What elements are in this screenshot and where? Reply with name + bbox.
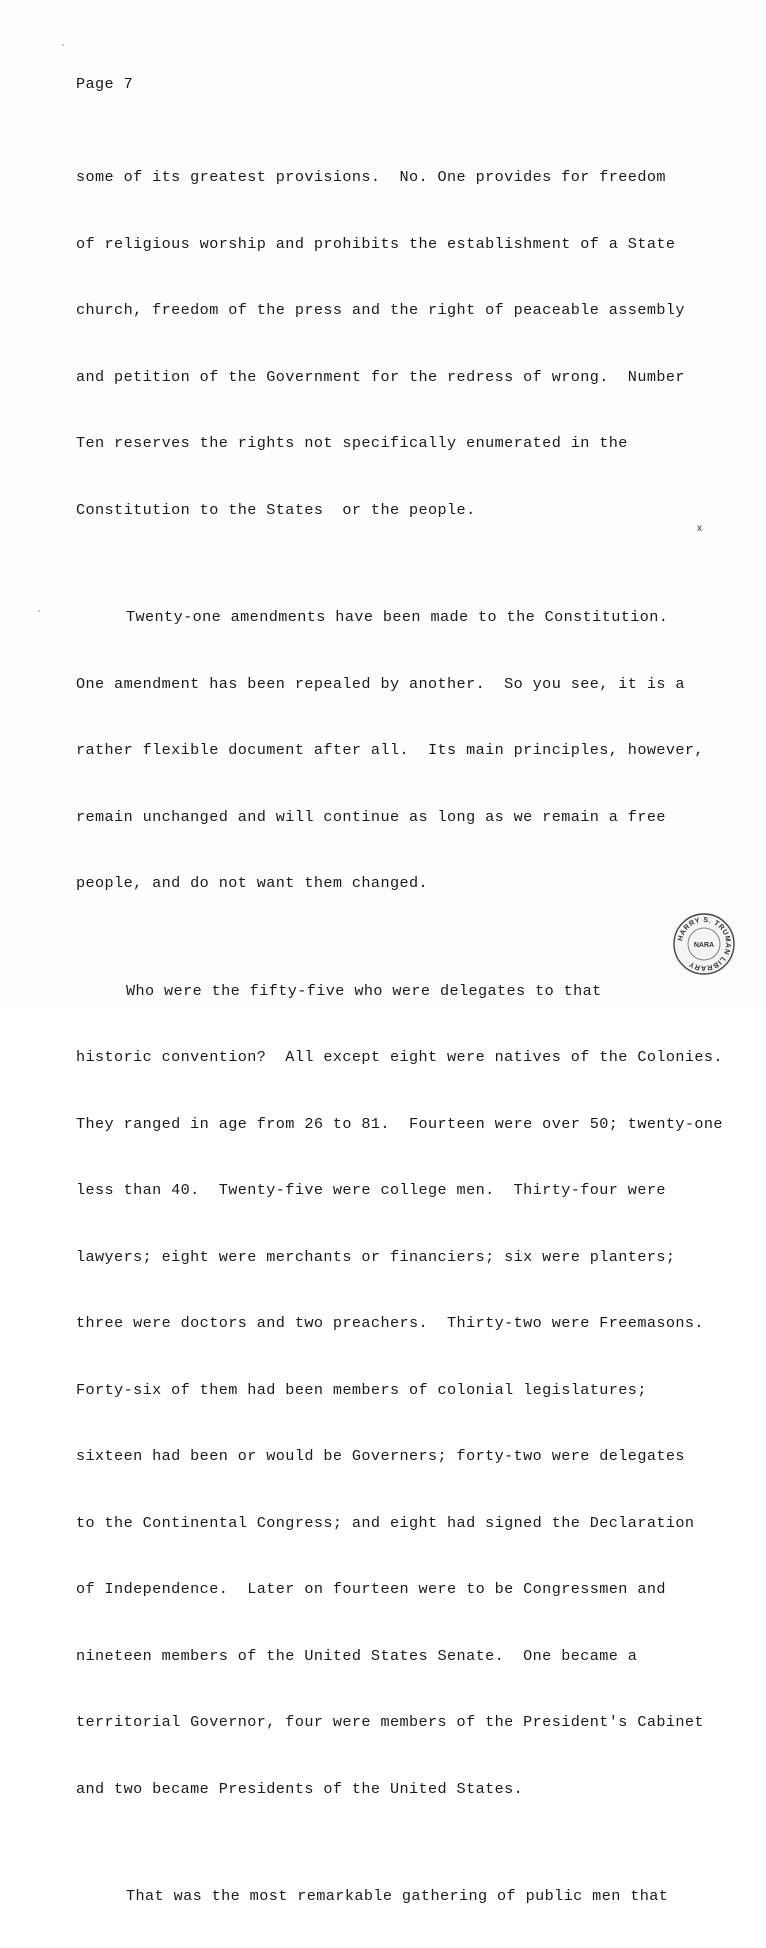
text-line: three were doctors and two preachers. Thirty-two were Freemasons. — [76, 1314, 704, 1332]
text-line: Ten reserves the rights not specifically enumerated in the — [76, 434, 628, 452]
text-line: Constitution to the States or the people. — [76, 500, 476, 519]
text-line: sixteen had been or would be Governers; forty-two were delegates — [76, 1447, 685, 1465]
text-line: Who were the fifty-five who were delegates to that — [126, 981, 602, 1000]
text-line: to the Continental Congress; and eight had signed the Declaration — [76, 1513, 695, 1532]
page-number: Page 7 — [76, 75, 134, 93]
text-line: nineteen members of the United States Senate. One became a — [76, 1646, 638, 1665]
text-line: remain unchanged and will continue as long as we remain a free — [76, 807, 666, 826]
text-line: and petition of the Government for the redress of wrong. Number — [76, 367, 685, 386]
text-line: That was the most remarkable gathering of public men that — [126, 1887, 669, 1905]
text-line: less than 40. Twenty-five were college men. Thirty-four were — [76, 1181, 666, 1199]
archive-stamp-icon — [672, 912, 736, 976]
stamp-arc-text: HARRY S. TRUMAN LIBRARY — [675, 914, 734, 974]
text-line: territorial Governor, four were members of the President's Cabinet — [76, 1713, 704, 1731]
paper-speck — [38, 610, 40, 612]
text-line: lawyers; eight were merchants or financiers; six were planters; — [76, 1247, 676, 1266]
text-line: Forty-six of them had been members of colonial legislatures; — [76, 1380, 647, 1399]
text-line: of Independence. Later on fourteen were to be Congressmen and — [76, 1580, 666, 1598]
text-line: of religious worship and prohibits the establishment of a State — [76, 234, 676, 253]
text-line: people, and do not want them changed. — [76, 874, 429, 892]
text-line: and two became Presidents of the United States. — [76, 1779, 524, 1798]
text-line: some of its greatest provisions. No. One provides for freedom — [76, 168, 666, 186]
body-text — [76, 108, 723, 1948]
text-line: They ranged in age from 26 to 81. Fourteen were over 50; twenty-one — [76, 1114, 723, 1133]
text-line: One amendment has been repealed by another. So you see, it is a — [76, 674, 685, 693]
handwritten-edit-mark: x — [697, 523, 702, 534]
paper-speck — [62, 44, 64, 46]
stamp-center-text: NARA — [693, 942, 715, 949]
text-line: church, freedom of the press and the right of peaceable assembly — [76, 301, 685, 319]
text-line: historic convention? All except eight were natives of the Colonies. — [76, 1048, 723, 1066]
text-line: rather flexible document after all. Its main principles, however, — [76, 741, 704, 759]
text-line: Twenty-one amendments have been made to the Constitution. — [126, 608, 669, 626]
